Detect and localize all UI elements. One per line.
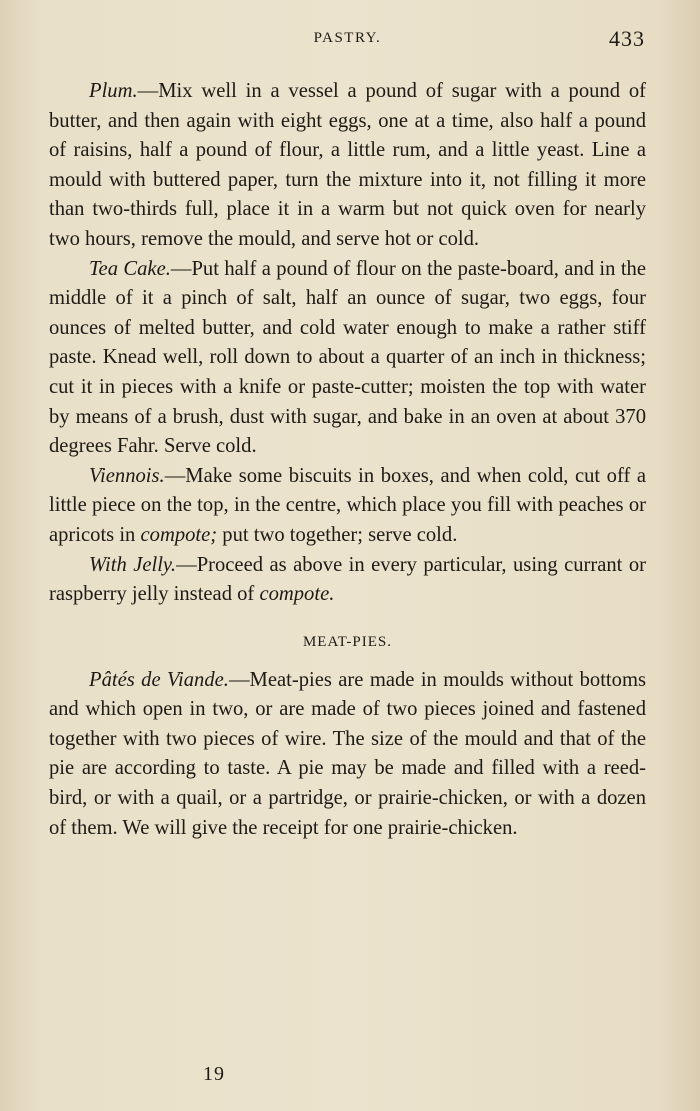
recipe-title: Viennois.: [89, 464, 165, 487]
recipe-pates-de-viande: [49, 666, 646, 844]
recipe-text: —Make some biscuits in boxes, and when cold, cut off a little piece on the top, in the centre, which place you fill with peaches or apricots in: [49, 464, 646, 546]
page-number: 433: [609, 26, 645, 51]
recipe-plum: [49, 77, 646, 255]
recipe-text-end: put two together; serve cold.: [217, 523, 458, 546]
running-title: PASTRY.: [313, 30, 382, 46]
signature-mark: 19: [203, 1063, 225, 1085]
running-head: [50, 26, 645, 56]
recipe-emphasis: compote;: [140, 523, 218, 546]
recipe-text: —Proceed as above in every particular, using currant or raspberry jelly instead of: [49, 553, 646, 606]
section-heading: MEAT-PIES.: [302, 633, 393, 650]
recipe-title: Tea Cake.: [89, 257, 171, 280]
recipe-text: —Put half a pound of flour on the paste-board, and in the middle of it a pinch of salt, half an ounce of sugar, two eggs, four ounces of melted butter, and cold water enough to make a rather stiff paste. Knead well, roll down to about a quarter of an inch in thickness; cut it in pieces with a knife or paste-cutter; moisten the top with water by means of a brush, dust with sugar, and bake in an oven at about 370 degrees Fahr. Serve cold.: [49, 257, 646, 458]
recipe-title: Plum.: [89, 80, 138, 102]
recipe-viennois: [49, 462, 646, 551]
recipe-with-jelly: [49, 551, 646, 610]
recipe-text: —Mix well in a vessel a pound of sugar with a pound of butter, and then again with eight eggs, one at a time, also half a pound of raisins, half a pound of flour, a little rum, and a little yeast. Line a mould with buttered paper, turn the mixture into it, not filling it more than two-thirds full, place it in a warm but not quick oven for nearly two hours, remove the mould, and serve hot or cold.: [49, 80, 646, 250]
recipe-title: With Jelly.: [89, 553, 177, 576]
recipe-text: —Meat-pies are made in moulds without bottoms and which open in two, or are made of two pieces joined and fastened together with two pieces of wire. The size of the mould and that of the pie are according to taste. A pie may be made and filled with a reed-bird, or with a quail, or a partridge, or prairie-chicken, or with a dozen of them. We will give the receipt for one prairie-chicken.: [49, 668, 646, 839]
body-text: [49, 77, 646, 843]
recipe-emphasis: compote.: [259, 583, 335, 606]
recipe-title: Pâtés de Viande.: [89, 668, 229, 691]
recipe-tea-cake: [49, 255, 646, 462]
